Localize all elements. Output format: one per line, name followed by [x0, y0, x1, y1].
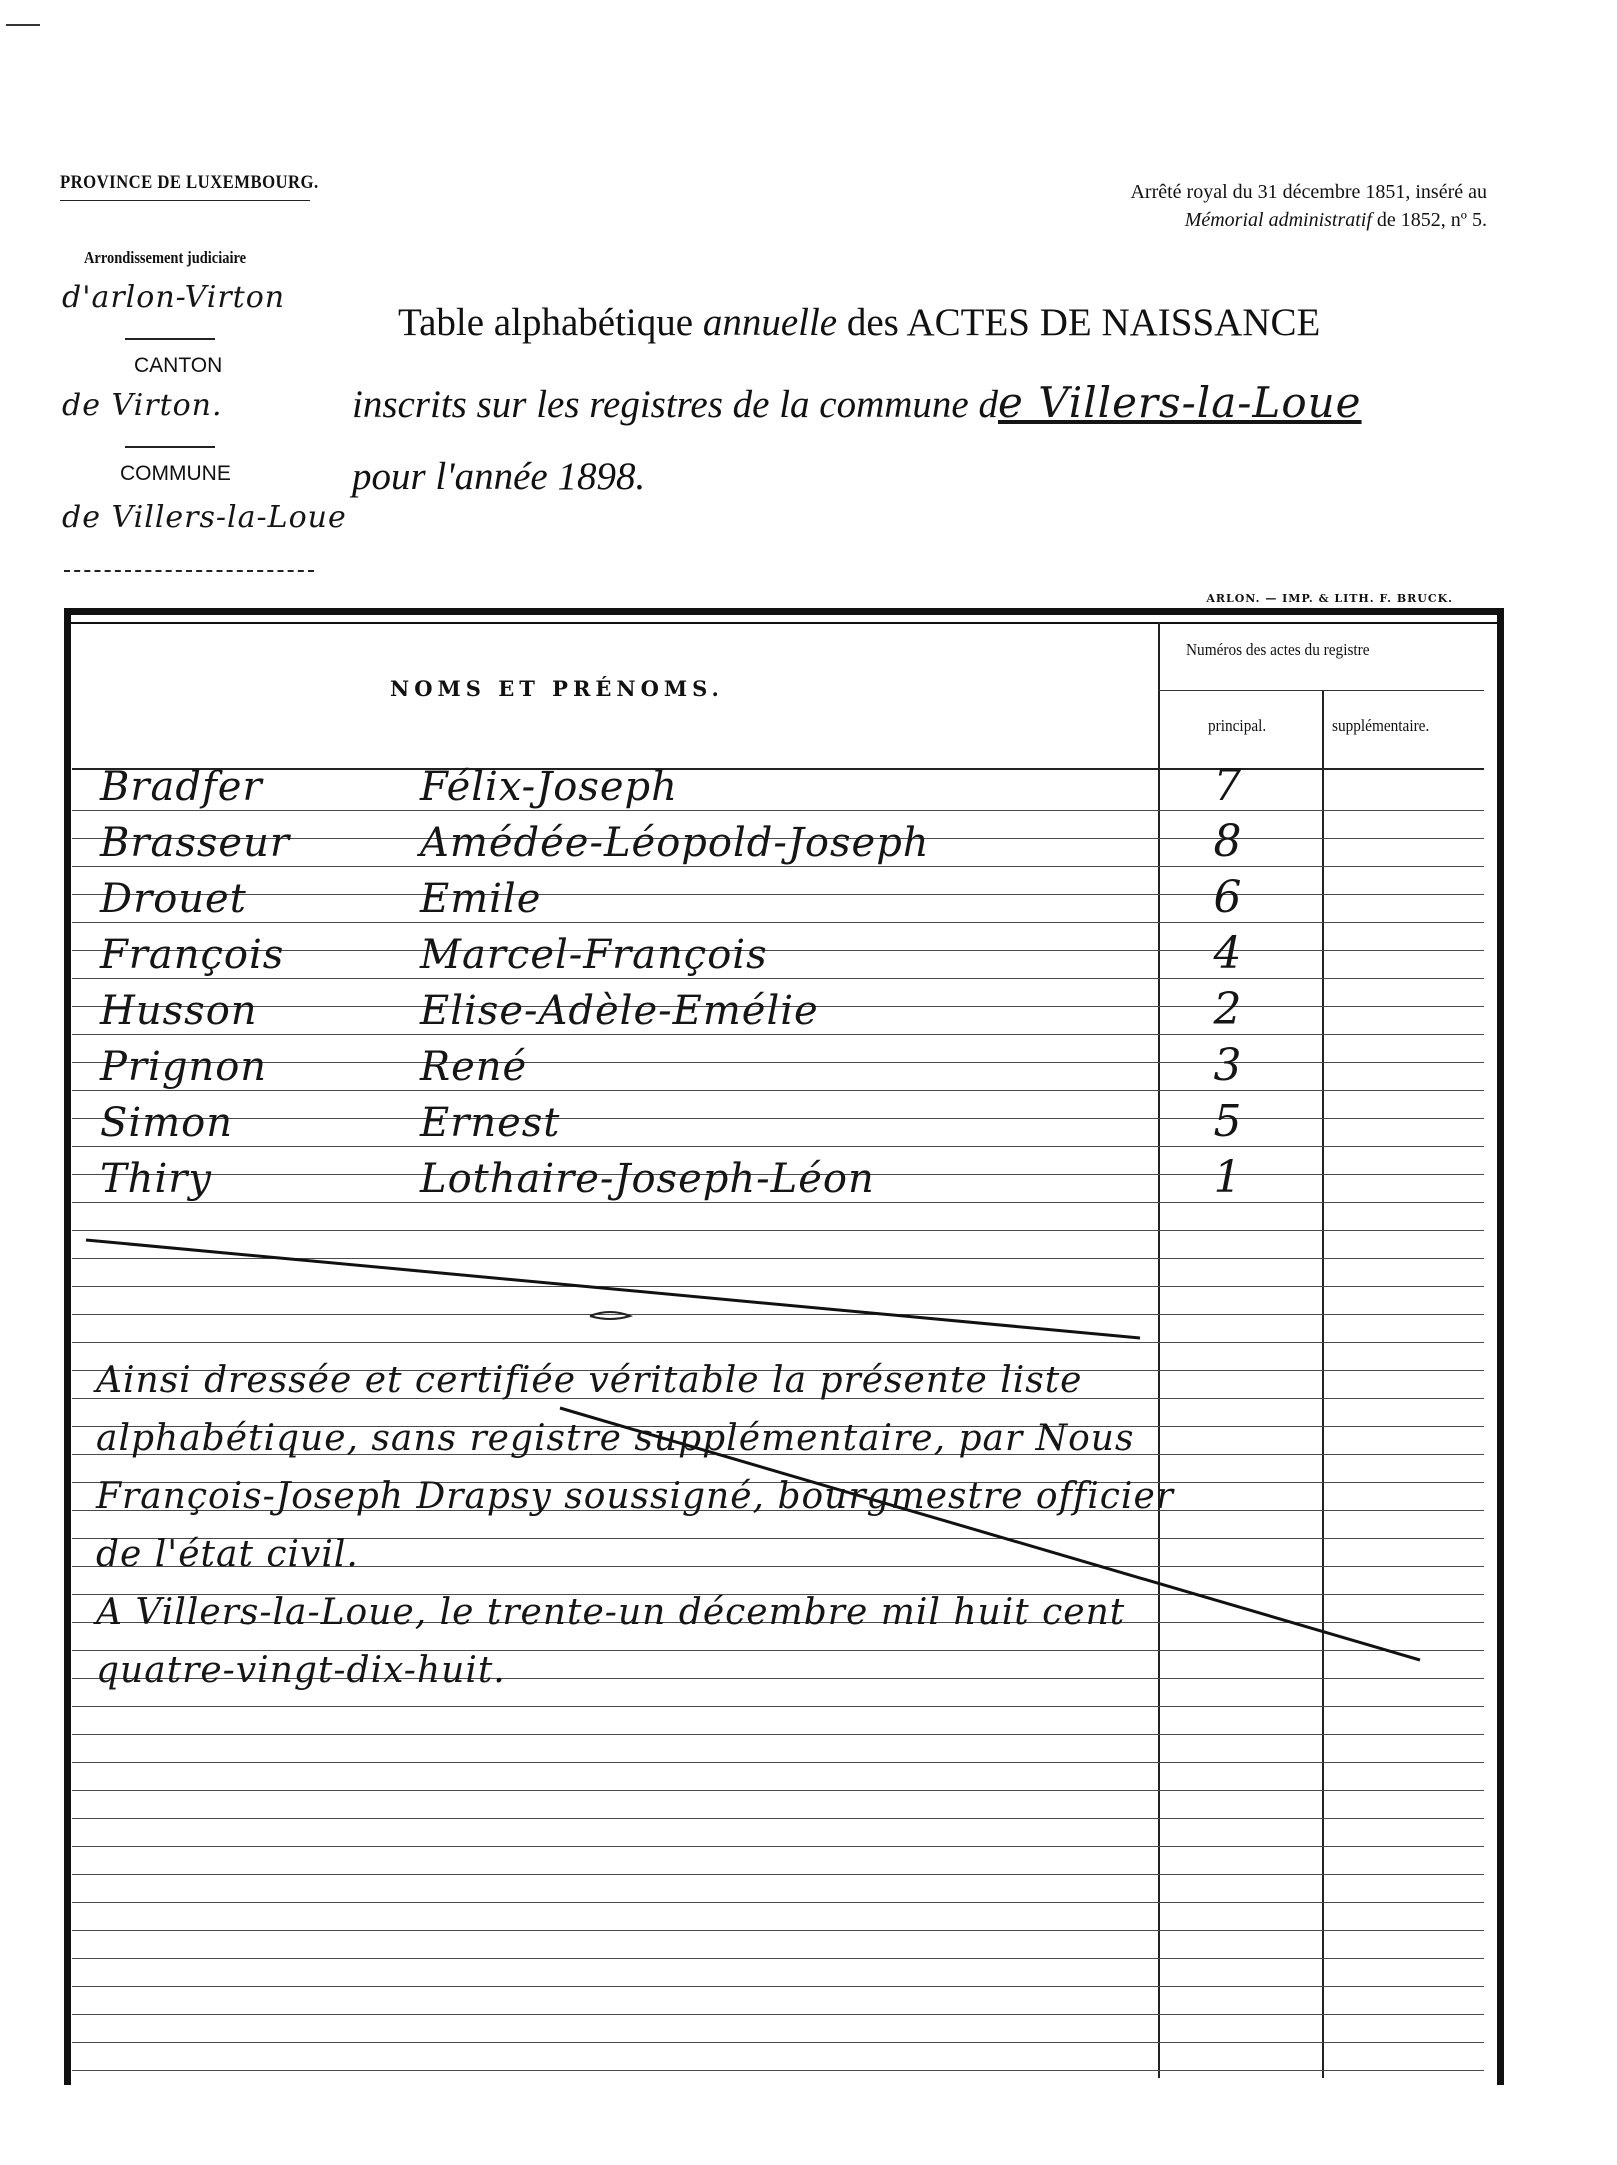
entry-given-names: Elise-Adèle-Emélie — [420, 988, 819, 1034]
certification-line-5: A Villers-la-Loue, le trente-un décembre mil huit cent — [96, 1592, 1126, 1633]
canton-value: de Virton. — [62, 388, 223, 423]
province-label: PROVINCE DE LUXEMBOURG. — [60, 172, 319, 193]
entry-given-names: Lothaire-Joseph-Léon — [420, 1156, 875, 1202]
entry-given-names: Amédée-Léopold-Joseph — [420, 820, 930, 866]
entry-principal-number: 1 — [1213, 1152, 1243, 1203]
title-line-2-text: inscrits sur les registres de la commune d — [352, 383, 998, 426]
principal-column-header: principal. — [1208, 716, 1267, 735]
entry-principal-number: 8 — [1213, 816, 1243, 867]
entry-given-names: Marcel-François — [420, 932, 768, 978]
entry-surname: Simon — [100, 1100, 233, 1146]
flourish-mark — [590, 1312, 630, 1319]
entry-surname: Prignon — [100, 1044, 268, 1090]
acts-number-header: Numéros des actes du registre — [1186, 640, 1370, 659]
entry-principal-number: 6 — [1213, 872, 1243, 923]
entry-surname: Thiry — [100, 1156, 212, 1202]
canton-label: CANTON — [134, 354, 223, 377]
entry-given-names: Emile — [420, 876, 542, 922]
decree-line-1: Arrêté royal du 31 décembre 1851, inséré au — [1130, 181, 1487, 203]
decree-year: de 1852, nº 5. — [1371, 209, 1487, 231]
certification-line-1: Ainsi dressée et certifiée véritable la présente liste — [96, 1360, 1083, 1401]
title-part-1: Table alphabétique — [398, 301, 703, 344]
arrondissement-value: d'arlon-Virton — [62, 280, 286, 315]
entry-principal-number: 4 — [1213, 928, 1243, 979]
commune-label: COMMUNE — [120, 462, 231, 485]
list-closing-stroke — [86, 1240, 1140, 1338]
supplementaire-column-header: supplémentaire. — [1332, 716, 1430, 735]
entry-given-names: Ernest — [420, 1100, 561, 1146]
entry-surname: Husson — [100, 988, 258, 1034]
printer-credit: ARLON. — IMP. & LITH. F. BRUCK. — [1206, 592, 1453, 605]
entry-surname: Drouet — [100, 876, 247, 922]
entry-principal-number: 7 — [1213, 760, 1243, 811]
certification-line-2: alphabétique, sans registre supplémentaire, par Nous — [96, 1418, 1135, 1459]
entry-given-names: René — [420, 1044, 528, 1090]
entry-given-names: Félix-Joseph — [420, 764, 678, 810]
commune-handwritten: e Villers-la-Loue — [997, 378, 1362, 427]
entry-principal-number: 2 — [1213, 984, 1243, 1035]
title-italic: annuelle — [702, 301, 838, 344]
arrondissement-label: Arrondissement judiciaire — [84, 248, 247, 267]
entry-principal-number: 3 — [1213, 1040, 1243, 1091]
certification-line-3: François-Joseph Drapsy soussigné, bourgmestre officier — [96, 1476, 1174, 1517]
decree-memorial: Mémorial administratif — [1184, 209, 1372, 231]
title-line-3: pour l'année 1898. — [352, 455, 646, 498]
entry-surname: Bradfer — [100, 764, 263, 810]
names-column-header: NOMS ET PRÉNOMS. — [390, 676, 724, 701]
entry-principal-number: 5 — [1213, 1096, 1243, 1147]
commune-value: de Villers-la-Loue — [62, 500, 347, 535]
entry-surname: Brasseur — [100, 820, 290, 866]
certification-line-4: de l'état civil. — [96, 1534, 359, 1575]
entry-surname: François — [100, 932, 285, 978]
certification-line-6: quatre-vingt-dix-huit. — [96, 1650, 506, 1691]
title-part-2: des ACTES DE NAISSANCE — [837, 301, 1321, 344]
